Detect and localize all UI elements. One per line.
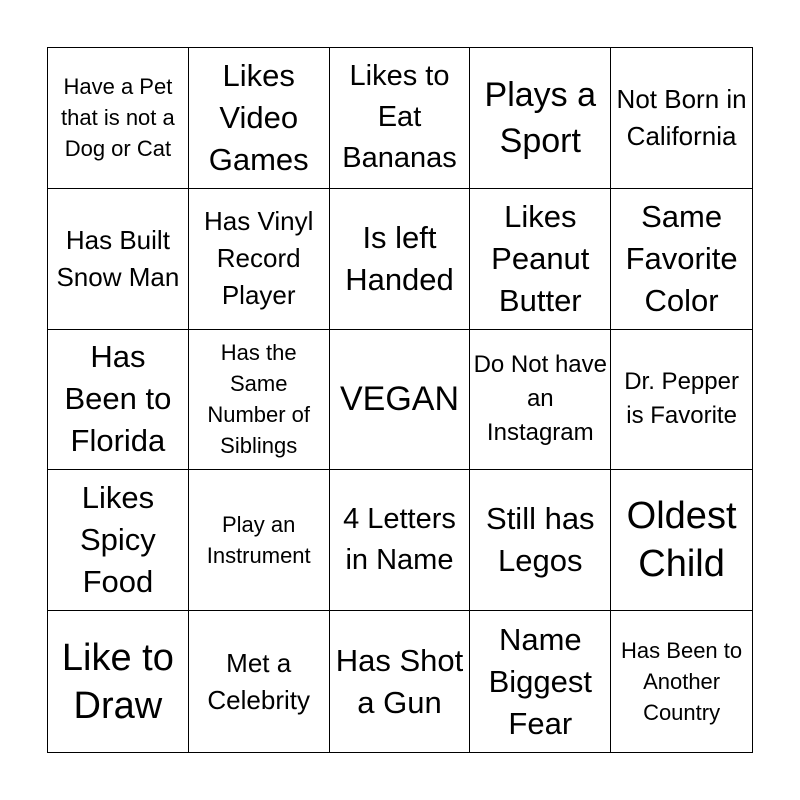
bingo-cell[interactable] [470, 48, 611, 189]
cell-text: Do Not have an Instagram [473, 351, 607, 447]
bingo-cell[interactable] [189, 611, 330, 752]
bingo-cell[interactable] [189, 189, 330, 330]
cell-text: Dr. Pepper is Favorite [624, 368, 739, 430]
bingo-cell[interactable] [611, 48, 752, 189]
bingo-cell[interactable] [48, 189, 189, 330]
bingo-cell[interactable] [611, 330, 752, 471]
cell-text: Likes Spicy Food [79, 480, 156, 600]
bingo-cell[interactable] [611, 470, 752, 611]
cell-text: Has Built Snow Man [56, 224, 180, 292]
bingo-cell[interactable] [48, 48, 189, 189]
bingo-cell[interactable] [611, 189, 752, 330]
cell-text: Oldest Child [626, 495, 737, 586]
cell-text: Met a Celebrity [207, 647, 310, 715]
cell-text: Name Biggest Fear [488, 621, 592, 741]
bingo-cell[interactable] [48, 330, 189, 471]
cell-text: 4 Letters in Name [343, 503, 456, 577]
bingo-board [47, 47, 753, 753]
cell-text: Has Vinyl Record Player [204, 206, 314, 311]
bingo-cell[interactable] [470, 470, 611, 611]
cell-text: VEGAN [339, 380, 460, 419]
cell-text: Likes to Eat Bananas [342, 60, 457, 175]
bingo-cell[interactable] [470, 189, 611, 330]
cell-text: Likes Video Games [208, 57, 309, 177]
cell-text: Has Been to Florida [64, 339, 172, 459]
bingo-cell[interactable] [330, 189, 471, 330]
bingo-cell[interactable] [48, 611, 189, 752]
cell-text: Have a Pet that is not a Dog or Cat [61, 74, 175, 162]
bingo-cell[interactable] [470, 611, 611, 752]
cell-text: Same Favorite Color [625, 198, 738, 318]
cell-text: Has Been to Another Country [621, 638, 743, 726]
cell-text: Still has Legos [486, 501, 595, 579]
bingo-cell[interactable] [189, 330, 330, 471]
bingo-cell[interactable] [611, 611, 752, 752]
bingo-cell[interactable] [330, 48, 471, 189]
bingo-cell[interactable] [330, 330, 471, 471]
bingo-cell[interactable] [189, 48, 330, 189]
cell-text: Is left Handed [345, 219, 454, 297]
cell-text: Like to Draw [61, 636, 174, 727]
cell-text: Has the Same Number of Siblings [207, 340, 311, 459]
bingo-cell[interactable] [470, 330, 611, 471]
cell-text: Not Born in California [616, 83, 747, 151]
bingo-cell[interactable] [330, 611, 471, 752]
bingo-cell[interactable] [189, 470, 330, 611]
cell-text: Has Shot a Gun [335, 642, 464, 720]
cell-text: Play an Instrument [206, 512, 311, 569]
cell-text: Plays a Sport [484, 75, 597, 160]
bingo-cell[interactable] [48, 470, 189, 611]
bingo-cell[interactable] [330, 470, 471, 611]
cell-text: Likes Peanut Butter [491, 198, 590, 318]
